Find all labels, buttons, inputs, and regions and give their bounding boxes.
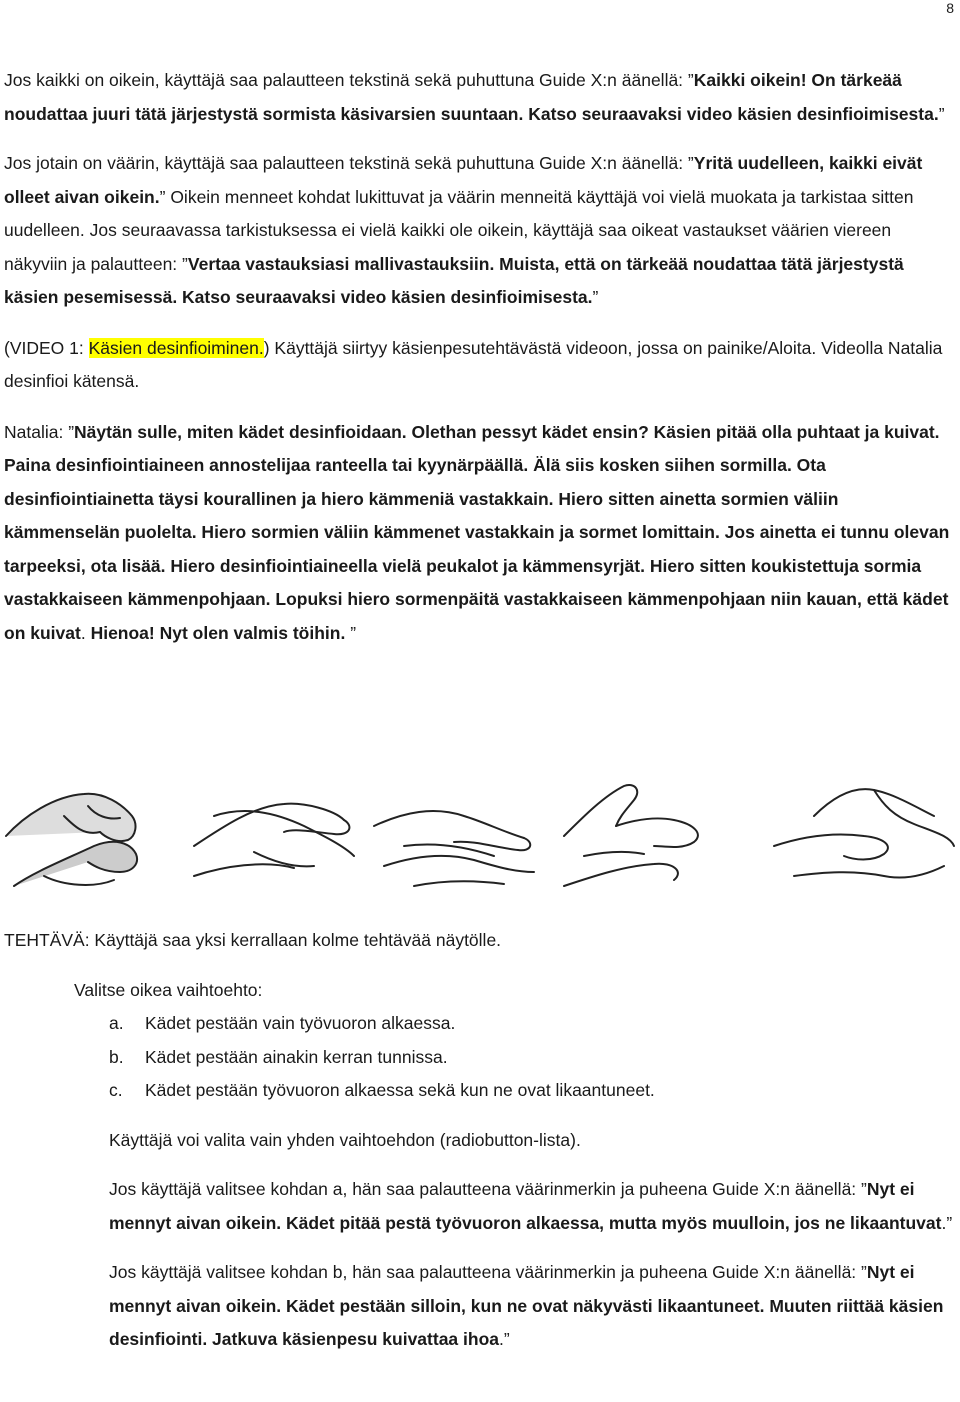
- paragraph-video: [4, 332, 956, 399]
- paragraph-correct-feedback: [4, 64, 956, 131]
- highlighted-text: Käsien desinfioiminen.: [88, 337, 264, 358]
- bold-text: Yritä uudelleen, kaikki eivät olleet aivan oikein.: [4, 153, 923, 207]
- text: ”: [938, 103, 945, 124]
- bold-text: Kaikki oikein! On tärkeää noudattaa juuri tätä järjestystä sormista käsivarsien suuntaan. Katso seuraavaksi video käsien desinfioimisesta.: [4, 70, 939, 124]
- task-note: Käyttäjä voi valita vain yhden vaihtoehdon (radiobutton-lista).: [109, 1129, 581, 1150]
- task-options: [4, 1007, 956, 1108]
- palm-over-back-icon: [194, 804, 354, 876]
- option-c: [109, 1074, 956, 1108]
- option-letter: b.: [109, 1046, 124, 1067]
- task-question: Valitse oikea vaihtoehto:: [74, 979, 263, 1000]
- task-title: TEHTÄVÄ: Käyttäjä saa yksi kerrallaan kolme tehtävää näytölle.: [4, 930, 502, 950]
- text: ”: [592, 287, 599, 307]
- text: .”: [941, 1212, 953, 1233]
- text: ) Käyttäjä siirtyy käsienpesutehtävästä videoon, jossa on painike/Aloita. Videolla Natalia desinfioi kätensä.: [4, 337, 943, 391]
- paragraph-wrong-feedback: [4, 147, 956, 315]
- text: ” Oikein menneet kohdat lukittuvat ja väärin menneitä käyttäjä voi vielä muokata ja tarkistaa sitten uudelleen. Jos seuraavassa tarkistuksessa ei vielä kaikki ole oikein, käyttäjä saa oikeat vastaukset väärien viereen näkyviin ja palautteen: ”: [4, 186, 914, 274]
- feedback-b: [4, 1256, 956, 1357]
- feedback-a: [4, 1173, 956, 1240]
- thumb-rubbing-icon: [564, 785, 698, 886]
- palms-together-icon: [374, 811, 534, 886]
- task-section: [4, 924, 956, 1357]
- option-letter: c.: [109, 1080, 123, 1100]
- option-b: [109, 1041, 956, 1075]
- bold-text: Nyt ei mennyt aivan oikein. Kädet pitää pestä työvuoron alkaessa, mutta myös muulloin, jos ne likaantuvat: [109, 1179, 942, 1233]
- text: (VIDEO 1:: [4, 337, 89, 358]
- bold-text: Näytän sulle, miten kädet desinfioidaan. Olethan pessyt kädet ensin? Käsien pitää olla puhtaat ja kuivat. Paina desinfiointiaineen annostelijaa ranteella tai kyynärpäällä. Älä siis kosken siihen sormilla. Ota desinfiointiainetta täysi kourallinen ja hiero kämmeniä vastakkain. Hiero sitten ainetta sormien väliin kämmenselän puolelta. Hiero sormien väliin kämmenet vastakkain ja sormet lomittain. Jos ainetta ei tunnu olevan tarpeeksi, ota lisää. Hiero desinfiointiaineella vielä peukalot ja kämmensyrjät. Hiero sitten koukistettuja sormia vastakkaiseen kämmenpohjaan. Lopuksi hiero sormenpäitä vastakkaiseen kämmenpohjaan niin kauan, että kädet on kuivat: [4, 421, 950, 643]
- bold-text: Hienoa! Nyt olen valmis töihin.: [90, 622, 346, 643]
- option-text: Kädet pestään työvuoron alkaessa sekä kun ne ovat likaantuneet.: [145, 1080, 655, 1100]
- paragraph-natalia: [4, 416, 956, 651]
- bold-text: Nyt ei mennyt aivan oikein. Kädet pestään silloin, kun ne ovat näkyvästi likaantuneet. Muuten riittää käsien desinfiointi. Jatkuva käsienpesu kuivattaa ihoa: [109, 1262, 944, 1349]
- text: Jos käyttäjä valitsee kohdan b, hän saa palautteena väärinmerkin ja puheena Guide X:n äänellä: ”: [109, 1262, 867, 1282]
- text: .: [80, 622, 91, 643]
- bold-text: Vertaa vastauksiasi mallivastauksiin. Muista, että on tärkeää noudattaa tätä järjestystä käsien pesemisessä. Katso seuraavaksi video käsien desinfioimisesta.: [4, 253, 904, 307]
- text: Jos käyttäjä valitsee kohdan a, hän saa palautteena väärinmerkin ja puheena Guide X:n äänellä: ”: [109, 1179, 867, 1199]
- text: .”: [499, 1329, 510, 1349]
- option-a: [109, 1007, 956, 1041]
- text: Jos jotain on väärin, käyttäjä saa palautteen tekstinä sekä puhuttuna Guide X:n äänellä: ”: [4, 153, 694, 173]
- text: Natalia: ”: [4, 421, 75, 442]
- text: ”: [345, 622, 357, 643]
- option-text: Kädet pestään ainakin kerran tunnissa.: [145, 1046, 448, 1067]
- document-body: [4, 64, 956, 650]
- option-letter: a.: [109, 1013, 124, 1033]
- hand-disinfection-illustration: [4, 776, 956, 904]
- option-text: Kädet pestään vain työvuoron alkaessa.: [145, 1013, 456, 1033]
- fingertips-in-palm-icon: [774, 789, 954, 877]
- text: Jos kaikki on oikein, käyttäjä saa palautteen tekstinä sekä puhuttuna Guide X:n äänellä: ”: [4, 70, 694, 90]
- hands-rubbing-icon: [6, 794, 137, 886]
- page-number: 8: [946, 0, 954, 16]
